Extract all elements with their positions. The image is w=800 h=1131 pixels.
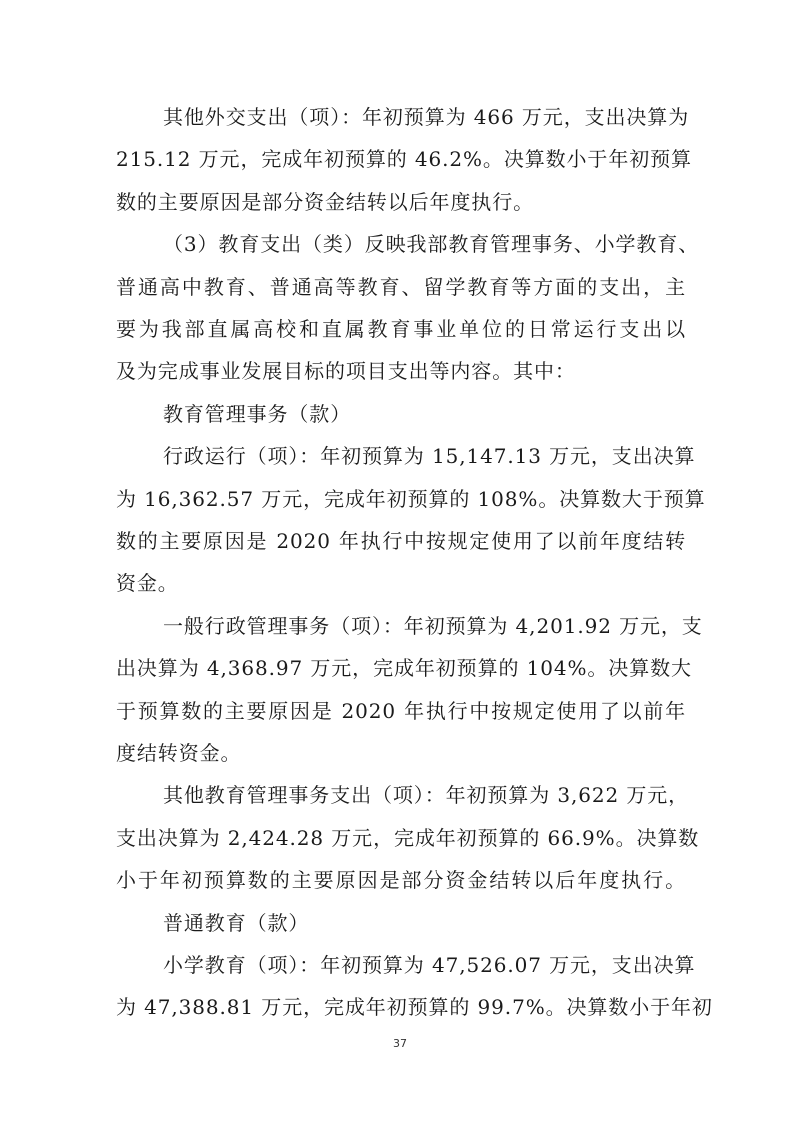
paragraph-line: 数的主要原因是 2020 年执行中按规定使用了以前年度结转	[116, 529, 686, 553]
paragraph-line: 度结转资金。	[116, 741, 242, 765]
paragraph-line: 为 47,388.81 万元，完成年初预算的 99.7%。决算数小于年初	[116, 995, 713, 1020]
page-number: 37	[393, 1037, 407, 1050]
section-heading: 普通教育（款）	[163, 910, 310, 935]
paragraph-line: 215.12 万元，完成年初预算的 46.2%。决算数小于年初预算	[116, 147, 692, 172]
paragraph-line: 资金。	[116, 571, 179, 596]
paragraph-line: 及为完成事业发展目标的项目支出等内容。其中：	[116, 359, 576, 384]
paragraph-line: 出决算为 4,368.97 万元，完成年初预算的 104%。决算数大	[116, 656, 692, 681]
paragraph-line: 行政运行（项）：年初预算为 15,147.13 万元，支出决算	[163, 444, 696, 469]
paragraph-line: 普通高中教育、普通高等教育、留学教育等方面的支出，主	[116, 274, 686, 299]
paragraph-line: 支出决算为 2,424.28 万元，完成年初预算的 66.9%。决算数	[116, 825, 700, 850]
paragraph-line: 小学教育（项）：年初预算为 47,526.07 万元，支出决算	[163, 953, 696, 977]
paragraph-line: 其他外交支出（项）：年初预算为 466 万元，支出决算为	[163, 105, 690, 129]
paragraph-line: 要为我部直属高校和直属教育事业单位的日常运行支出以	[116, 317, 686, 341]
paragraph-line: 数的主要原因是部分资金结转以后年度执行。	[116, 189, 534, 214]
paragraph-line: 其他教育管理事务支出（项）：年初预算为 3,622 万元，	[163, 783, 690, 808]
paragraph-line: 为 16,362.57 万元，完成年初预算的 108%。决算数大于预算	[116, 486, 706, 511]
paragraph-line: 小于年初预算数的主要原因是部分资金结转以后年度执行。	[116, 868, 686, 893]
paragraph-line: 一般行政管理事务（项）：年初预算为 4,201.92 万元，支	[163, 613, 703, 638]
paragraph-line: 于预算数的主要原因是 2020 年执行中按规定使用了以前年	[116, 698, 686, 723]
paragraph-line: （3）教育支出（类）反映我部教育管理事务、小学教育、	[163, 232, 700, 257]
section-heading: 教育管理事务（款）	[163, 401, 352, 426]
